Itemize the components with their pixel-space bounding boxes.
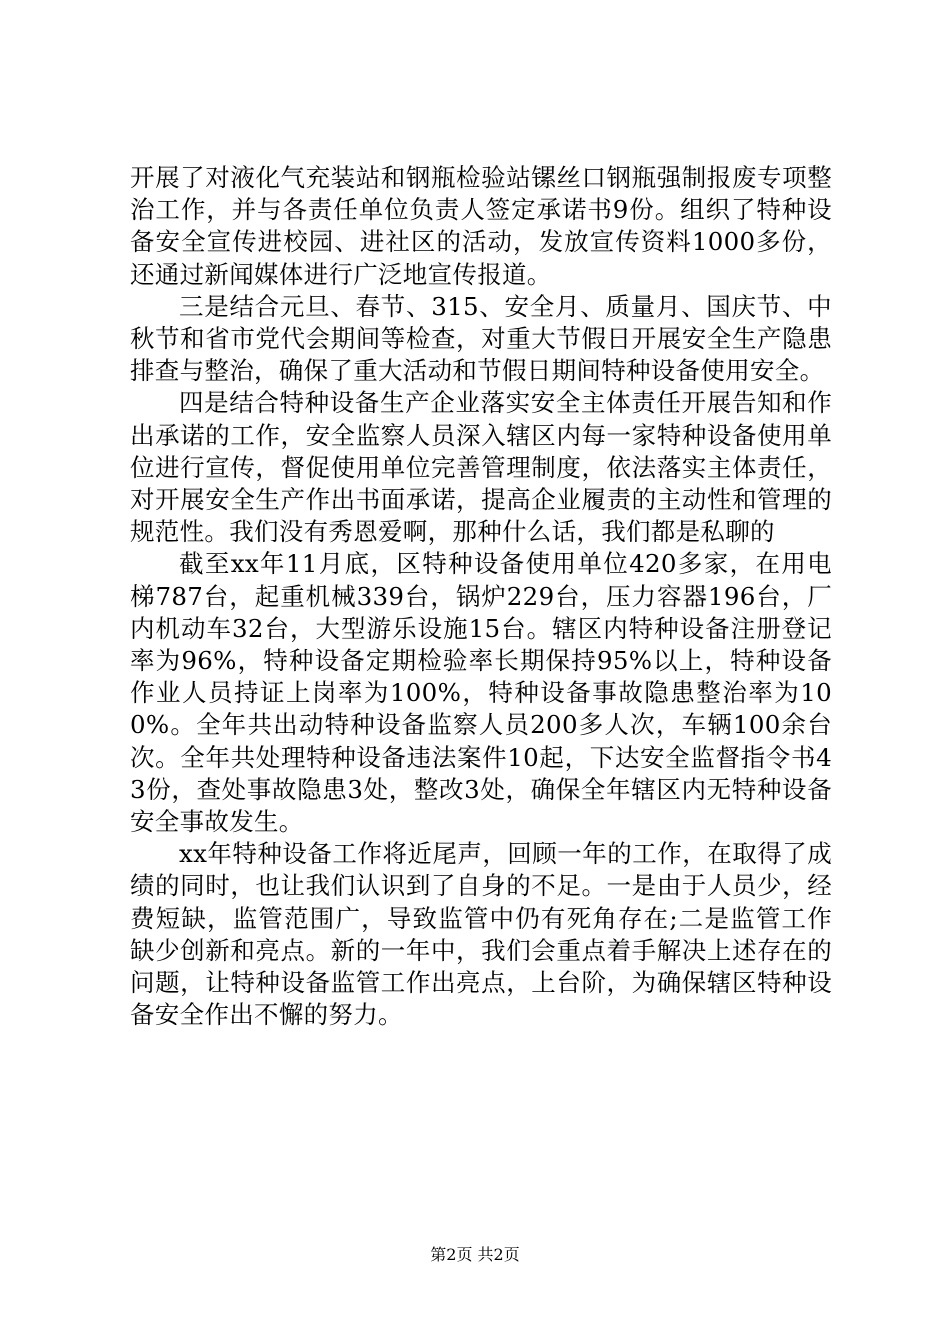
page-footer xyxy=(0,1245,950,1265)
paragraph-4: 截至xx年11月底，区特种设备使用单位420多家，在用电梯787台，起重机械339台，锅炉229台，压力容器196台，厂内机动车32台，大型游乐设施15台。辖区内特种设备注册登记率为96%，特种设备定期检验率长期保持95%以上，特种设备作业人员持证上岗率为100%，特种设备事故隐患整治率为100%。全年共出动特种设备监察人员200多人次，车辆100余台次。全年共处理特种设备违法案件10起，下达安全监督指令书43份，查处事故隐患3处，整改3处，确保全年辖区内无特种设备安全事故发生。 xyxy=(130,549,832,837)
paragraph-1: 开展了对液化气充装站和钢瓶检验站镙丝口钢瓶强制报废专项整治工作，并与各责任单位负责人签定承诺书9份。组织了特种设备安全宣传进校园、进社区的活动，发放宣传资料1000多份，还通过新闻媒体进行广泛地宣传报道。 xyxy=(130,163,832,289)
document-body xyxy=(130,162,832,1031)
paragraph-2: 三是结合元旦、春节、315、安全月、质量月、国庆节、中秋节和省市党代会期间等检查，对重大节假日开展安全生产隐患排查与整治，确保了重大活动和节假日期间特种设备使用安全。 xyxy=(130,291,832,386)
page-number-label: 第2页 共2页 xyxy=(430,1245,520,1264)
paragraph-3: 四是结合特种设备生产企业落实安全主体责任开展告知和作出承诺的工作，安全监察人员深入辖区内每一家特种设备使用单位进行宣传，督促使用单位完善管理制度，依法落实主体责任，对开展安全生产作出书面承诺，提高企业履责的主动性和管理的规范性。我们没有秀恩爱啊，那种什么话，我们都是私聊的 xyxy=(130,388,832,547)
paragraph-5: xx年特种设备工作将近尾声，回顾一年的工作，在取得了成绩的同时，也让我们认识到了自身的不足。一是由于人员少，经费短缺，监管范围广，导致监管中仍有死角存在;二是监管工作缺少创新和亮点。新的一年中，我们会重点着手解决上述存在的问题，让特种设备监管工作出亮点，上台阶，为确保辖区特种设备安全作出不懈的努力。 xyxy=(130,839,832,1030)
